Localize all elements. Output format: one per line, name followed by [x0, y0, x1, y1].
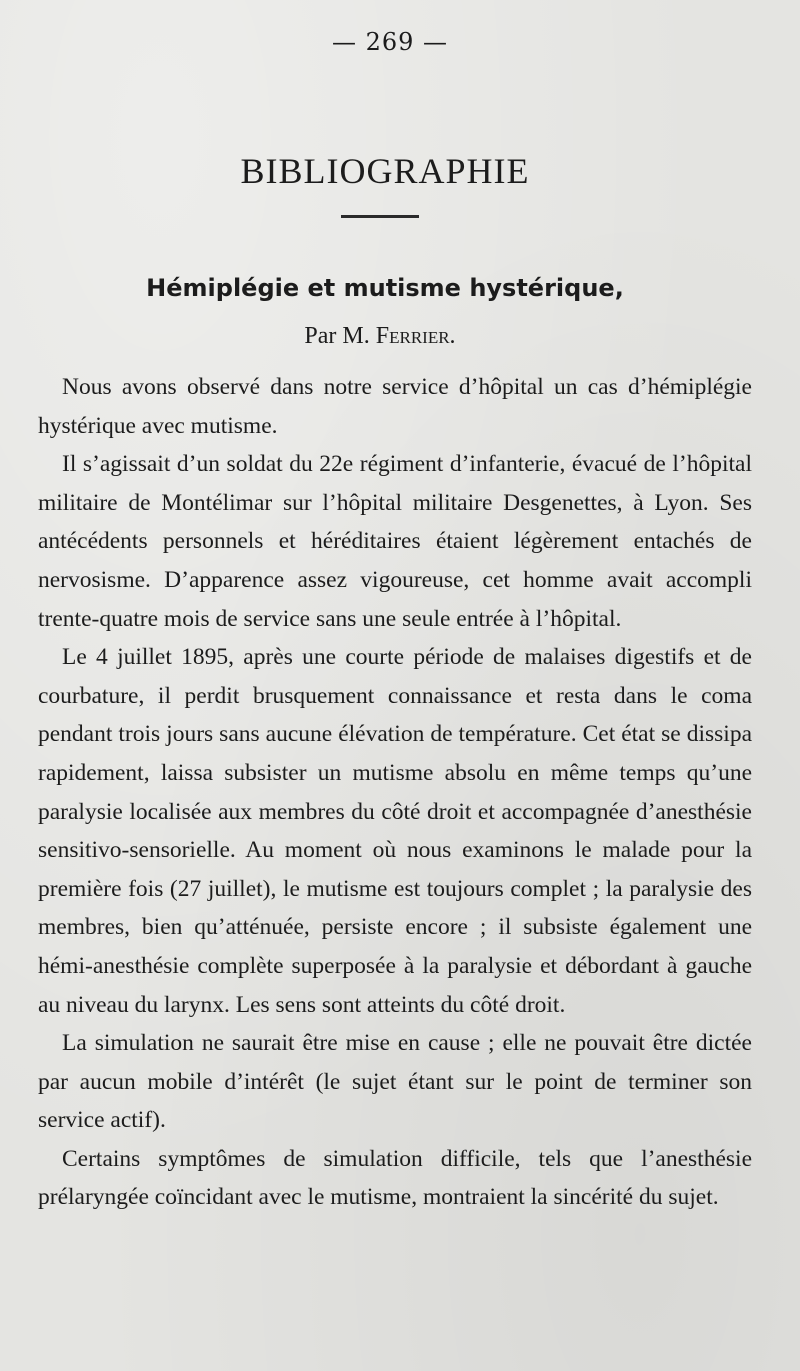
- article-body: [38, 368, 752, 1217]
- page-number: — 269 —: [331, 28, 449, 56]
- paragraph: Le 4 juillet 1895, après une courte période de malaises digestifs et de courbature, il perdit brusquement connaissance et resta dans le coma pendant trois jours sans aucune élévation de température. Cet état se dissipa rapidement, laissa subsister un mutisme absolu en même temps qu’une paralysie localisée aux membres du côté droit et accompagnée d’anesthésie sensitivo-sensorielle. Au moment où nous examinons le malade pour la première fois (27 juillet), le mutisme est toujours complet ; la paralysie des membres, bien qu’atténuée, persiste encore ; il subsiste également une hémi-anesthésie complète superposée à la paralysie et débordant à gauche au niveau du larynx. Les sens sont atteints du côté droit.: [38, 644, 752, 1018]
- author-line: [0, 323, 760, 350]
- author-name: Ferrier.: [375, 323, 456, 349]
- title-rule: [341, 215, 419, 218]
- paragraph: Certains symptômes de simulation difficile, tels que l’anesthésie prélaryngée coïncidant avec le mutisme, montraient la sincérité du sujet.: [38, 1145, 752, 1211]
- article-title: Hémiplégie et mutisme hystérique,: [146, 274, 624, 302]
- paragraph: Nous avons observé dans notre service d’hôpital un cas d’hémiplégie hystérique avec mutisme.: [38, 374, 752, 439]
- paragraph: La simulation ne saurait être mise en cause ; elle ne pouvait être dictée par aucun mobile d’intérêt (le sujet étant sur le point de terminer son service actif).: [38, 1030, 752, 1134]
- paragraph: Il s’agissait d’un soldat du 22e régiment d’infanterie, évacué de l’hôpital militaire de Montélimar sur l’hôpital militaire Desgenettes, à Lyon. Ses antécédents personnels et héréditaires étaient légèrement entachés de nervosisme. D’apparence assez vigoureuse, cet homme avait accompli trente-quatre mois de service sans une seule entrée à l’hôpital.: [38, 451, 752, 632]
- author-prefix: Par M.: [304, 323, 376, 349]
- section-title: BIBLIOGRAPHIE: [240, 151, 530, 191]
